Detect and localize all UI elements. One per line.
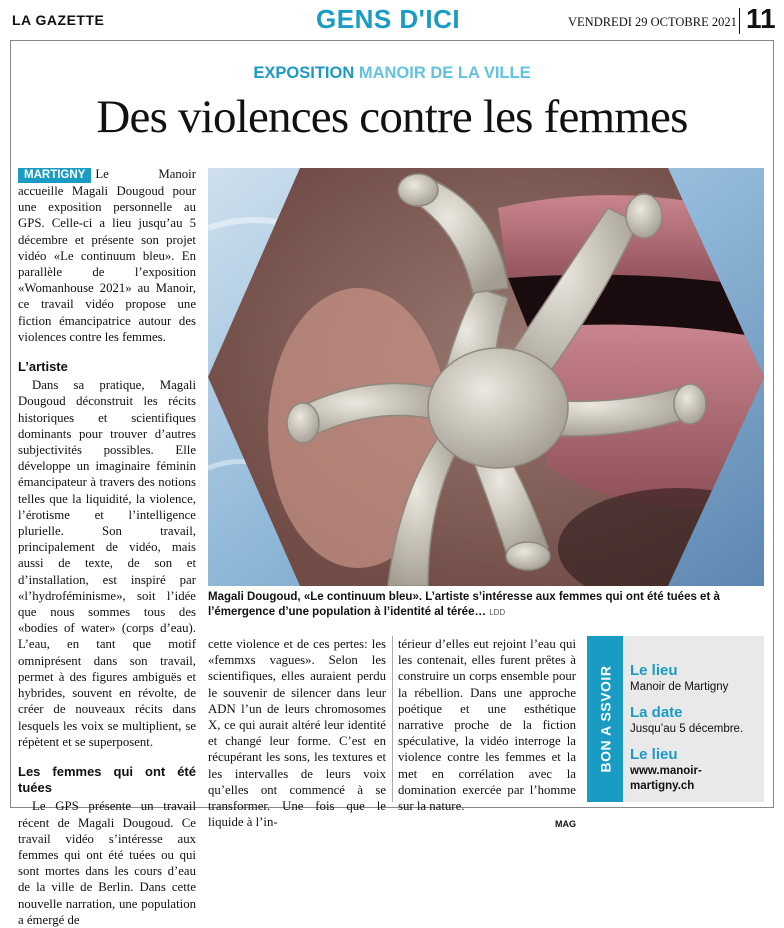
location-tag: MARTIGNY xyxy=(18,168,91,183)
coral-on-lips-image xyxy=(208,168,764,586)
info-value: Jusqu’au 5 décembre. xyxy=(630,723,744,735)
newspaper-brand: LA GAZETTE xyxy=(12,12,105,28)
photo-caption xyxy=(208,590,764,620)
article-headline: Des violences contre les femmes xyxy=(96,91,688,143)
kicker-category: EXPOSITION xyxy=(253,64,355,82)
intro-paragraph xyxy=(18,166,196,345)
article-column-2 xyxy=(208,636,386,830)
women-paragraph-part2: cette violence et de ces pertes: les «femmxs vagues». Selon les scientifiques, elles auraient perdu le souvenir de silencer dans leur ADN l’un de leurs chromosomes X, ce qui aurait altéré leur identité et changé leur forme. C’est en récupérant les sons, les textures et les intervalles de leurs voix qu’elles ont commencé à se transformer. Une fois que le liquide à l’in- xyxy=(208,637,386,830)
kicker-location: MANOIR DE LA VILLE xyxy=(358,64,531,82)
page-number: 11 xyxy=(746,3,776,34)
subhead-artist: L’artiste xyxy=(18,359,68,375)
website-link[interactable]: www.manoir-martigny.ch xyxy=(630,765,702,792)
article-column-1 xyxy=(18,166,196,928)
author-signature: MAG xyxy=(555,819,576,830)
article-kicker xyxy=(0,64,784,83)
caption-text: Magali Dougoud, «Le continuum bleu». L’artiste s’intéresse aux femmes qui ont été tuées et à l’émergence d’une population à l’identité al térée… xyxy=(208,591,720,618)
info-label: La date xyxy=(630,704,683,721)
women-paragraph-part1: Le GPS présente un travail récent de Magali Dougoud. Ce travail vidéo s’intéresse aux femmes qui ont été tuées ou qui sont mortes dans les cours d’eau de la ville de Berlin. Dans cette nouvelle narration, une population a émergé de xyxy=(18,799,196,927)
issue-date: VENDREDI 29 OCTOBRE 2021 xyxy=(568,15,737,29)
info-item-website xyxy=(630,746,762,794)
women-paragraph-part3: térieur d’elles eut rejoint l’eau qui les contenait, elles furent prêtes à construire un corps ensemble pour la rébellion. Dans une approche poétique et une esthétique narrative proche de la fiction spéculative, la vidéo interroge la violence contre les femmes et la met en corrélation avec la domination exercée par l’homme sur la nature. xyxy=(398,637,576,814)
info-label: Le lieu xyxy=(630,662,678,679)
info-item-venue xyxy=(630,662,762,695)
info-value: Manoir de Martigny xyxy=(630,681,729,693)
column-rule xyxy=(392,636,393,802)
page-number-divider xyxy=(739,8,740,34)
photo-credit: LDD xyxy=(489,608,506,617)
article-photo xyxy=(208,168,764,586)
article-column-3 xyxy=(398,636,576,832)
info-item-date xyxy=(630,704,762,737)
info-label: Le lieu xyxy=(630,746,678,763)
section-title: GENS D'ICI xyxy=(316,4,461,34)
subhead-women: Les femmes qui ont été tuées xyxy=(18,763,196,796)
info-box-vertical-title: BON A SSVOIR xyxy=(597,665,613,773)
artist-paragraph: Dans sa pratique, Magali Dougoud déconstruit les récits historiques et scientifiques dominants pour trouver d’autres subjectivités possibles. Elle développe un imaginaire féminin émancipateur à travers des notions telles que la liquidité, la violence, l’érotisme et l’intelligence plurielle. Son travail, principalement de vidéo, mais aussi de texte, de son et d’installation, est inspiré par «l’hydroféminisme», soit l’idée que nous sommes tous des «bodies of water» (corps d’eau). L’eau, en tant que motif omniprésent dans son travail, permet à des figures ambiguës et hybrides, souvent en révolte, de créer de nouveaux récits dans lesquels les voix se multiplient, se répètent et se superposent. xyxy=(18,378,196,749)
intro-text: Le Manoir accueille Magali Dougoud pour une exposition personnelle au GPS. Celle-ci a lieu jusqu’au 5 décembre et présente son projet vidéo «Le continuum bleu». En parallèle de l’exposition «Womanhouse 2021» au Manoir, ce travail vidéo propose une fiction émancipatrice autour des violences contre les femmes. xyxy=(18,167,196,344)
